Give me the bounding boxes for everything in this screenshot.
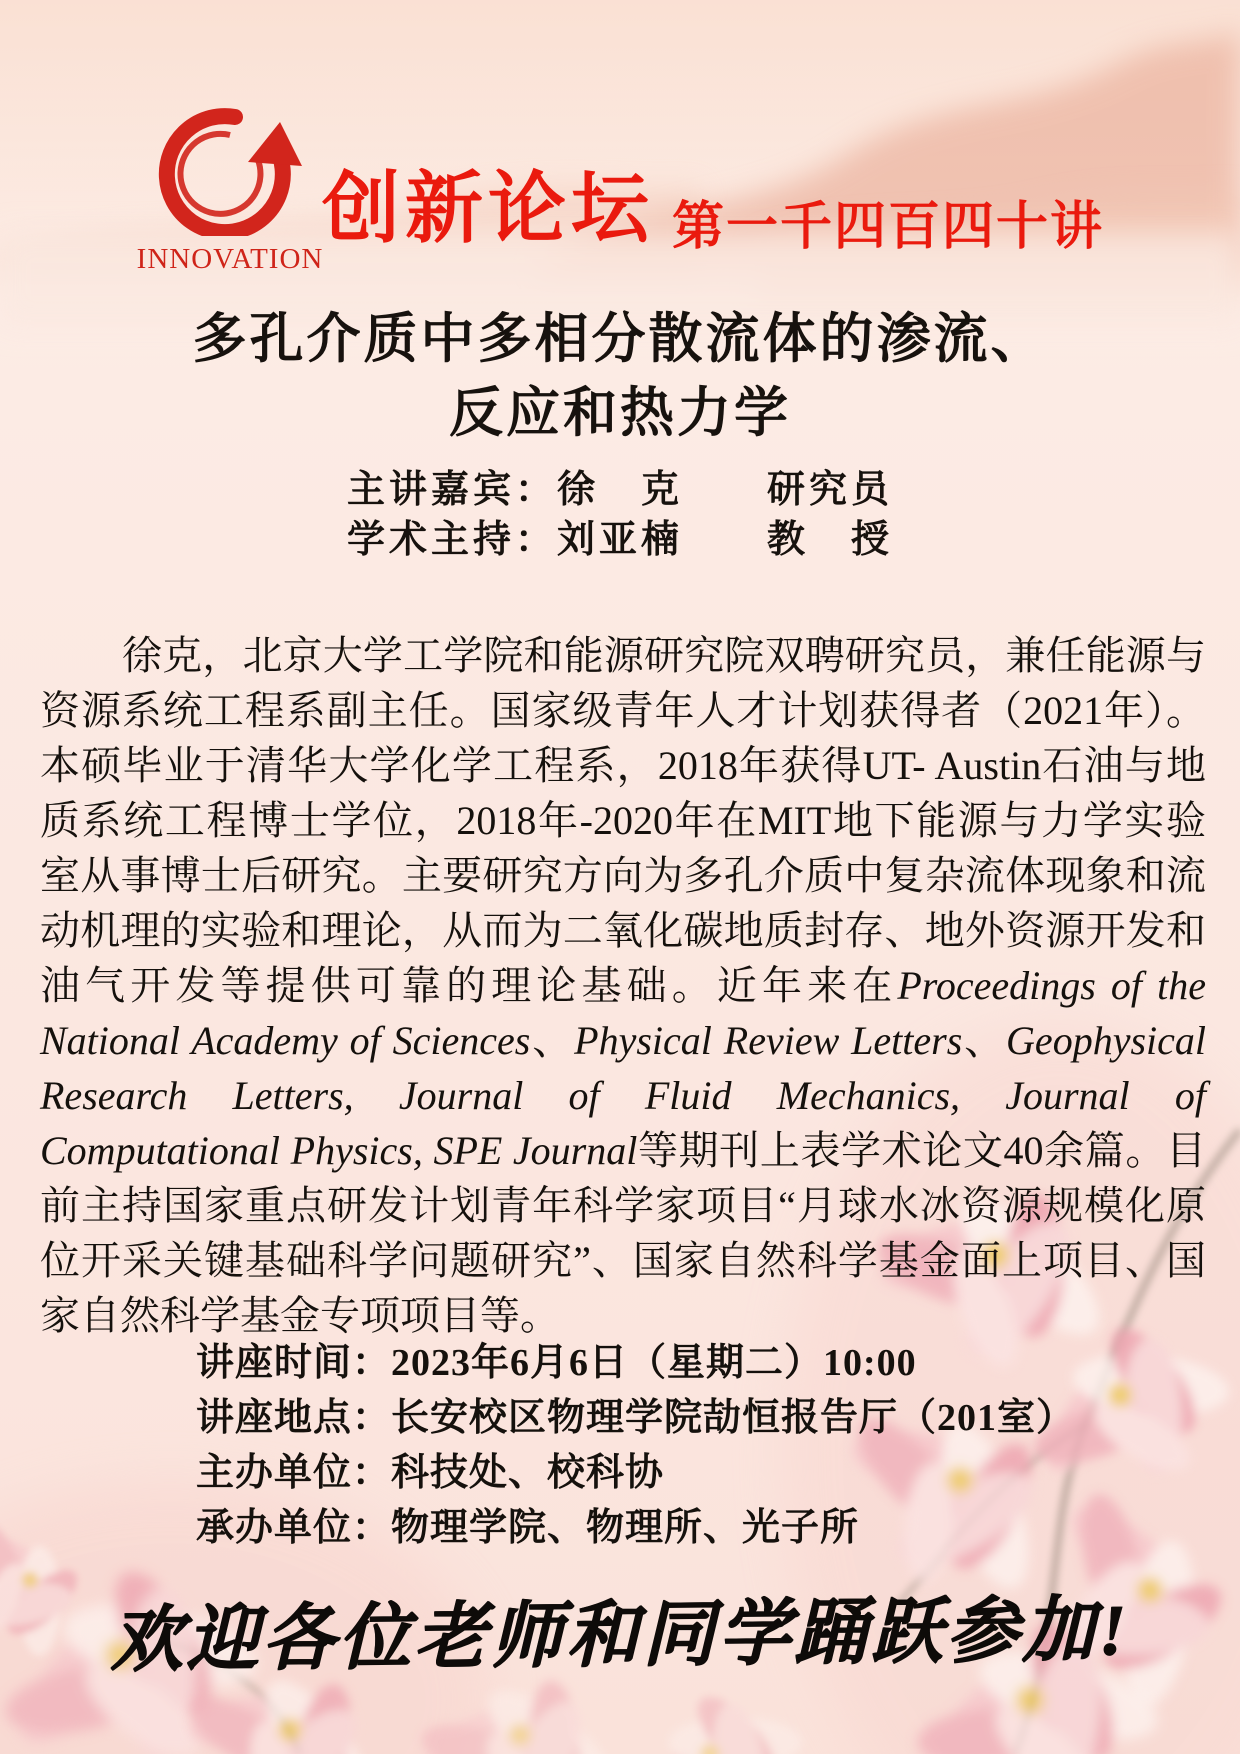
forum-title: 创新论坛 (322, 164, 655, 252)
detail-undertaker-value: 物理学院、物理所、光子所 (391, 1507, 860, 1549)
bio-segment: 徐克，北京大学工学院和能源研究院双聘研究员，兼任能源与资源系统工程系副主任。国家级青年人才计划获得者（2021年）。本硕毕业于清华大学化学工程系，2018年获得UT- Austin石油与地质系统工程博士学位，2018年-2020年在MIT地下能源与力学实验室从事博士后研究。主要研究方向为多孔介质中复杂流体现象和流动机理的实验和理论，从而为二氧化碳地质封存、地外资源开发和油气开发等提供可靠的理论基础。近年来在 (40, 633, 1206, 1008)
detail-organizer-value: 科技处、校科协 (391, 1452, 665, 1494)
detail-location (196, 1391, 1075, 1446)
bio-segment: 等期刊上表学术论文40余篇。目前主持国家重点研发计划青年科学家项目“月球水冰资源规模化原位开采关键基础科学问题研究”、国家自然科学基金面上项目、国家自然科学基金专项项目等。 (40, 1128, 1206, 1338)
innovation-logo-block (120, 104, 340, 276)
detail-time-label: 讲座时间： (196, 1342, 392, 1384)
lecture-number: 第一千四百四十讲 (672, 198, 1105, 256)
detail-location-label: 讲座地点： (196, 1397, 392, 1439)
detail-time (196, 1336, 1075, 1391)
lecture-title-line1: 多孔介质中多相分散流体的渗流、 (192, 309, 1048, 369)
bio-segment: Physical Review Letters (574, 1018, 963, 1063)
detail-undertaker-label: 承办单位： (196, 1507, 392, 1549)
innovation-circle-arrow-icon (130, 104, 330, 236)
lecture-title-line2: 反应和热力学 (449, 383, 791, 443)
detail-organizer (196, 1446, 1075, 1501)
bio-segment: 、 (962, 1018, 1007, 1063)
logo-wordmark: INNOVATION (136, 243, 324, 275)
bio-segment: 、 (530, 1018, 575, 1063)
bio-segment: Proceedings of the National Academy of Sciences (40, 963, 1207, 1063)
bio-segment: Geophysical Research Letters, Journal of Fluid Mechanics, Journal of Computational Physics, SPE Journal (40, 1018, 1206, 1173)
speaker-line: 主讲嘉宾：徐 克 研究员 (346, 469, 893, 511)
host-line: 学术主持：刘亚楠 教 授 (346, 519, 893, 561)
detail-time-value: 2023年6月6日（星期二）10:00 (391, 1342, 917, 1384)
details-block (196, 1336, 1075, 1556)
detail-organizer-label: 主办单位： (196, 1452, 392, 1494)
bio-paragraph (40, 628, 1206, 1343)
welcome-message: 欢迎各位老师和同学踊跃参加! (109, 1589, 1131, 1681)
detail-location-value: 长安校区物理学院劼恒报告厅（201室） (391, 1397, 1076, 1439)
detail-undertaker (196, 1501, 1075, 1556)
